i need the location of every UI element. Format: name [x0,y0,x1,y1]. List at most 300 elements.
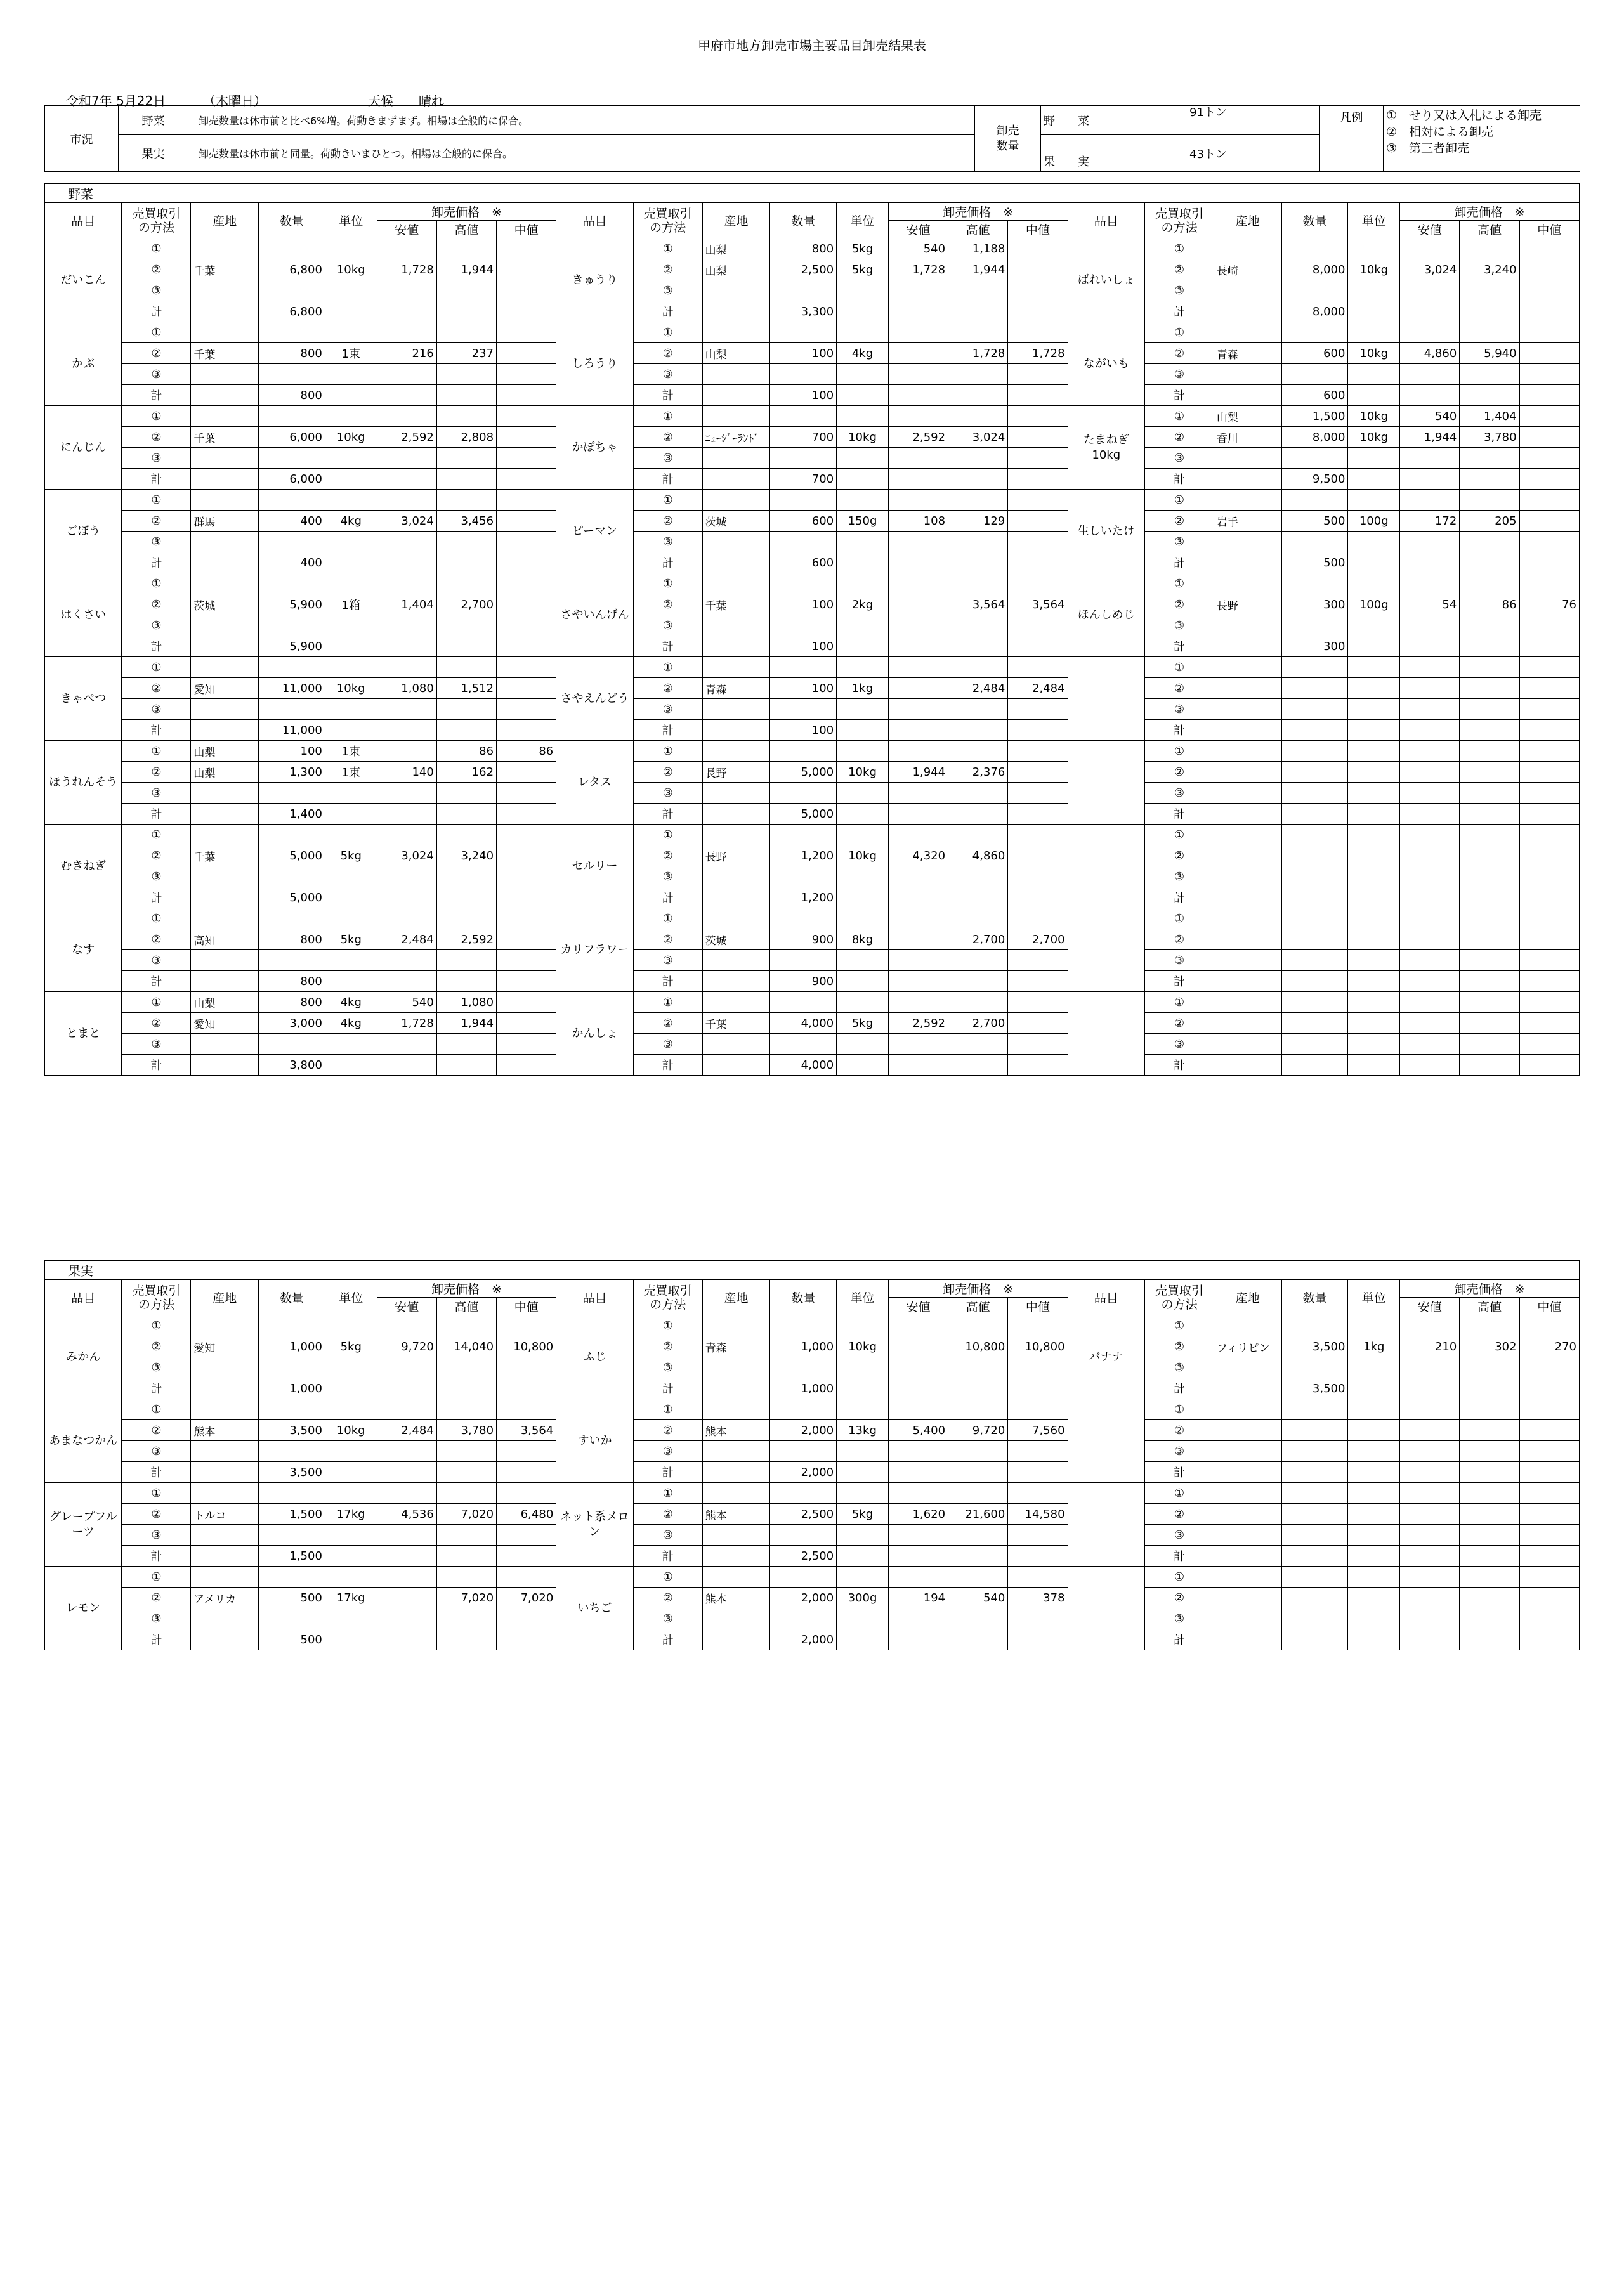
price-mid [1519,1357,1579,1378]
price-low [377,301,436,322]
price-mid [1008,1483,1068,1504]
weekday: （木曜日） [203,93,266,108]
price-low [1400,1315,1460,1336]
quantity [259,825,325,845]
quantity: 2,000 [770,1420,837,1441]
origin [1214,1315,1281,1336]
price-low [377,804,436,825]
quantity [770,908,837,929]
method-1: ① [633,992,702,1013]
origin [191,364,259,385]
quantity [770,406,837,427]
unit: 100g [1348,511,1400,532]
quantity [259,1034,325,1055]
price-mid [1008,992,1068,1013]
price-low [888,406,948,427]
quantity: 800 [259,343,325,364]
price-high [948,573,1008,594]
price-mid [1008,741,1068,762]
price-mid [1008,238,1068,259]
price-low [888,699,948,720]
table-row [45,573,1580,594]
origin [702,322,770,343]
unit [325,280,377,301]
quantity [1281,1608,1348,1629]
price-low [377,950,436,971]
origin: 群馬 [191,511,259,532]
price-low [1400,1504,1460,1525]
price-high [1460,490,1519,511]
price-high: 3,240 [1460,259,1519,280]
price-high [436,1608,496,1629]
method-3: ③ [633,448,702,469]
legend-item-1: ① せり又は入札による卸売 [1386,108,1542,122]
price-low [1400,825,1460,845]
price-low [1400,1055,1460,1076]
origin [702,615,770,636]
unit [837,992,889,1013]
price-mid [1519,741,1579,762]
unit: 4kg [325,511,377,532]
method-3: ③ [122,615,191,636]
origin: 茨城 [702,511,770,532]
origin [1214,636,1281,657]
price-high [948,280,1008,301]
price-mid [1519,259,1579,280]
quantity: 800 [770,238,837,259]
quantity: 9,500 [1281,469,1348,490]
quantity [770,1357,837,1378]
quantity: 700 [770,427,837,448]
weather-label: 天候 [368,93,393,108]
price-low [888,1546,948,1567]
price-mid [1519,720,1579,741]
unit [1348,1608,1400,1629]
price-mid: 2,700 [1008,929,1068,950]
legend [1384,106,1580,172]
price-high [1460,929,1519,950]
quantity [259,280,325,301]
method-2: ② [122,845,191,866]
item-name [1068,1483,1144,1567]
price-mid [1519,573,1579,594]
origin [702,1567,770,1588]
table-row [45,1567,1580,1588]
unit [1348,1567,1400,1588]
price-mid [497,343,556,364]
unit [1348,573,1400,594]
price-mid [497,364,556,385]
unit: 10kg [837,762,889,783]
price-mid [497,385,556,406]
price-low: 5,400 [888,1420,948,1441]
quantity [1281,1357,1348,1378]
header-origin: 産地 [191,1280,259,1315]
quantity [1281,678,1348,699]
quantity: 900 [770,971,837,992]
header-unit: 単位 [1348,1280,1400,1315]
price-low: 2,484 [377,1420,436,1441]
method-4: 計 [1145,804,1214,825]
market-qty-label: 卸売 数量 [975,106,1041,172]
quantity: 2,000 [770,1629,837,1650]
price-high: 129 [948,511,1008,532]
date: 令和7年 5月22日 [66,93,166,108]
quantity [1281,1504,1348,1525]
unit: 5kg [837,1504,889,1525]
price-high [1460,657,1519,678]
origin [1214,1055,1281,1076]
method-4: 計 [1145,385,1214,406]
origin [702,280,770,301]
method-1: ① [122,490,191,511]
method-2: ② [633,343,702,364]
table-row [45,804,1580,825]
origin [702,1462,770,1483]
price-low [1400,1441,1460,1462]
unit [325,364,377,385]
quantity: 5,900 [259,636,325,657]
method-1: ① [122,1567,191,1588]
quantity: 3,300 [770,301,837,322]
quantity: 800 [259,971,325,992]
price-low [1400,1483,1460,1504]
quantity [1281,825,1348,845]
header-origin: 産地 [702,203,770,238]
unit: 5kg [325,929,377,950]
unit [1348,1546,1400,1567]
table-row [45,343,1580,364]
quantity [1281,448,1348,469]
price-mid [1008,950,1068,971]
method-4: 計 [1145,1546,1214,1567]
origin [191,887,259,908]
unit [1348,364,1400,385]
price-mid [497,406,556,427]
price-mid [1008,762,1068,783]
price-high [436,322,496,343]
unit [837,741,889,762]
origin [702,741,770,762]
origin [1214,1013,1281,1034]
origin [702,1546,770,1567]
item-name: あまなつかん [45,1399,122,1483]
quantity: 1,200 [770,887,837,908]
unit [1348,280,1400,301]
method-2: ② [122,259,191,280]
item-name: みかん [45,1315,122,1399]
origin [191,322,259,343]
price-mid [1008,448,1068,469]
origin: 愛知 [191,1013,259,1034]
method-4: 計 [633,636,702,657]
quantity: 3,500 [1281,1336,1348,1357]
item-name [1068,992,1144,1076]
price-high [948,657,1008,678]
unit [1348,950,1400,971]
price-high [1460,469,1519,490]
quantity [259,532,325,552]
price-mid [1008,887,1068,908]
price-high: 2,376 [948,762,1008,783]
quantity: 100 [770,594,837,615]
quantity: 8,000 [1281,259,1348,280]
price-mid [497,825,556,845]
unit [1348,615,1400,636]
quantity [1281,657,1348,678]
origin [1214,741,1281,762]
origin [191,552,259,573]
price-low: 1,080 [377,678,436,699]
price-high [948,364,1008,385]
header-origin: 産地 [1214,1280,1281,1315]
price-high: 3,240 [436,845,496,866]
unit [1348,720,1400,741]
unit [1348,1055,1400,1076]
price-high [436,301,496,322]
origin [1214,573,1281,594]
method-2: ② [122,1420,191,1441]
quantity [1281,1567,1348,1588]
origin: 山梨 [702,259,770,280]
unit [325,1399,377,1420]
price-high: 10,800 [948,1336,1008,1357]
price-mid: 3,564 [1008,594,1068,615]
price-mid [497,301,556,322]
quantity [1281,971,1348,992]
market-veg-label: 野菜 [119,106,188,135]
unit [837,406,889,427]
method-1: ① [1145,1483,1214,1504]
origin [1214,866,1281,887]
header-low: 安値 [888,221,948,238]
unit [837,971,889,992]
table-row [45,552,1580,573]
price-mid [497,490,556,511]
price-high [948,1567,1008,1588]
price-high: 302 [1460,1336,1519,1357]
price-mid [1519,1378,1579,1399]
quantity [770,657,837,678]
origin [191,1629,259,1650]
price-mid [497,511,556,532]
price-low [1400,783,1460,804]
price-low: 1,728 [377,259,436,280]
quantity: 1,400 [259,804,325,825]
price-mid [1519,1629,1579,1650]
unit [325,783,377,804]
price-low: 194 [888,1588,948,1608]
quantity [770,825,837,845]
method-4: 計 [122,1629,191,1650]
unit [837,301,889,322]
price-low: 3,024 [377,511,436,532]
price-mid [1008,825,1068,845]
method-2: ② [1145,427,1214,448]
origin [1214,1420,1281,1441]
price-high [948,1378,1008,1399]
header-origin: 産地 [702,1280,770,1315]
quantity: 600 [770,511,837,532]
price-low: 140 [377,762,436,783]
price-mid [497,573,556,594]
unit [325,1483,377,1504]
origin [702,825,770,845]
price-low [377,1399,436,1420]
market-label: 市況 [45,106,119,172]
origin: フィリピン [1214,1336,1281,1357]
header-unit: 単位 [1348,203,1400,238]
method-3: ③ [1145,448,1214,469]
quantity [770,741,837,762]
price-mid [1008,908,1068,929]
origin [702,448,770,469]
unit [325,804,377,825]
price-low [1400,741,1460,762]
item-name: はくさい [45,573,122,657]
price-high: 86 [436,741,496,762]
quantity [259,866,325,887]
origin [191,1441,259,1462]
price-mid [1008,1546,1068,1567]
origin [702,1357,770,1378]
unit: 10kg [1348,406,1400,427]
price-mid [1008,301,1068,322]
price-mid [1008,322,1068,343]
quantity: 600 [1281,343,1348,364]
price-mid [1519,301,1579,322]
unit: 13kg [837,1420,889,1441]
method-1: ① [633,322,702,343]
header-qty: 数量 [259,203,325,238]
price-low [1400,364,1460,385]
price-high [948,1441,1008,1462]
header-qty: 数量 [1281,1280,1348,1315]
price-high [948,615,1008,636]
price-high [948,887,1008,908]
method-3: ③ [122,1034,191,1055]
price-mid [1519,762,1579,783]
market-veg-qty-label: 野 菜 [1044,114,1089,128]
price-mid [497,1034,556,1055]
item-name: グレープフルーツ [45,1483,122,1567]
origin: 愛知 [191,678,259,699]
price-high [1460,804,1519,825]
header-item: 品目 [45,1280,122,1315]
method-4: 計 [1145,552,1214,573]
method-2: ② [633,678,702,699]
price-low [1400,699,1460,720]
price-high [436,636,496,657]
price-low [377,615,436,636]
unit [837,364,889,385]
method-4: 計 [122,301,191,322]
price-high [948,908,1008,929]
price-mid [497,762,556,783]
price-high [948,1055,1008,1076]
price-high: 1,512 [436,678,496,699]
origin [1214,657,1281,678]
item-name [1068,908,1144,992]
header-method: 売買取引 の方法 [1145,203,1214,238]
price-high [948,385,1008,406]
price-low [377,636,436,657]
unit [325,322,377,343]
price-low [377,699,436,720]
unit [1348,322,1400,343]
table-row [45,448,1580,469]
price-high: 3,780 [1460,427,1519,448]
price-high [948,825,1008,845]
price-mid [1008,1629,1068,1650]
method-2: ② [122,594,191,615]
price-high [948,1399,1008,1420]
origin [191,238,259,259]
price-low [1400,1629,1460,1650]
price-mid [497,950,556,971]
unit [837,1483,889,1504]
method-4: 計 [122,385,191,406]
price-low [888,1483,948,1504]
price-low [377,657,436,678]
price-low [888,866,948,887]
table-row [45,783,1580,804]
method-3: ③ [1145,699,1214,720]
quantity: 100 [770,678,837,699]
header-origin: 産地 [191,203,259,238]
item-name: カリフラワー [556,908,633,992]
price-high: 2,700 [948,1013,1008,1034]
unit [325,573,377,594]
unit [837,1034,889,1055]
origin [702,804,770,825]
price-low: 1,620 [888,1504,948,1525]
price-mid [1519,699,1579,720]
price-high [1460,1525,1519,1546]
unit [1348,825,1400,845]
header-method: 売買取引 の方法 [1145,1280,1214,1315]
quantity [770,1441,837,1462]
unit: 10kg [325,427,377,448]
item-name: さやえんどう [556,657,633,741]
unit [325,469,377,490]
price-mid [497,1357,556,1378]
price-mid [1008,1399,1068,1420]
table-row [45,657,1580,678]
price-high [436,657,496,678]
unit [1348,1525,1400,1546]
header-origin: 産地 [1214,203,1281,238]
price-mid [1008,469,1068,490]
price-mid [1519,1588,1579,1608]
origin [702,1629,770,1650]
unit [837,720,889,741]
method-4: 計 [122,720,191,741]
price-low: 4,536 [377,1504,436,1525]
price-high [948,1357,1008,1378]
origin [191,804,259,825]
price-mid [497,636,556,657]
origin [191,385,259,406]
price-low [377,720,436,741]
origin [702,971,770,992]
price-mid [1008,259,1068,280]
price-mid [497,238,556,259]
unit [1348,657,1400,678]
origin [1214,1441,1281,1462]
vegetable-section-label: 野菜 [45,184,1580,203]
price-high [948,552,1008,573]
